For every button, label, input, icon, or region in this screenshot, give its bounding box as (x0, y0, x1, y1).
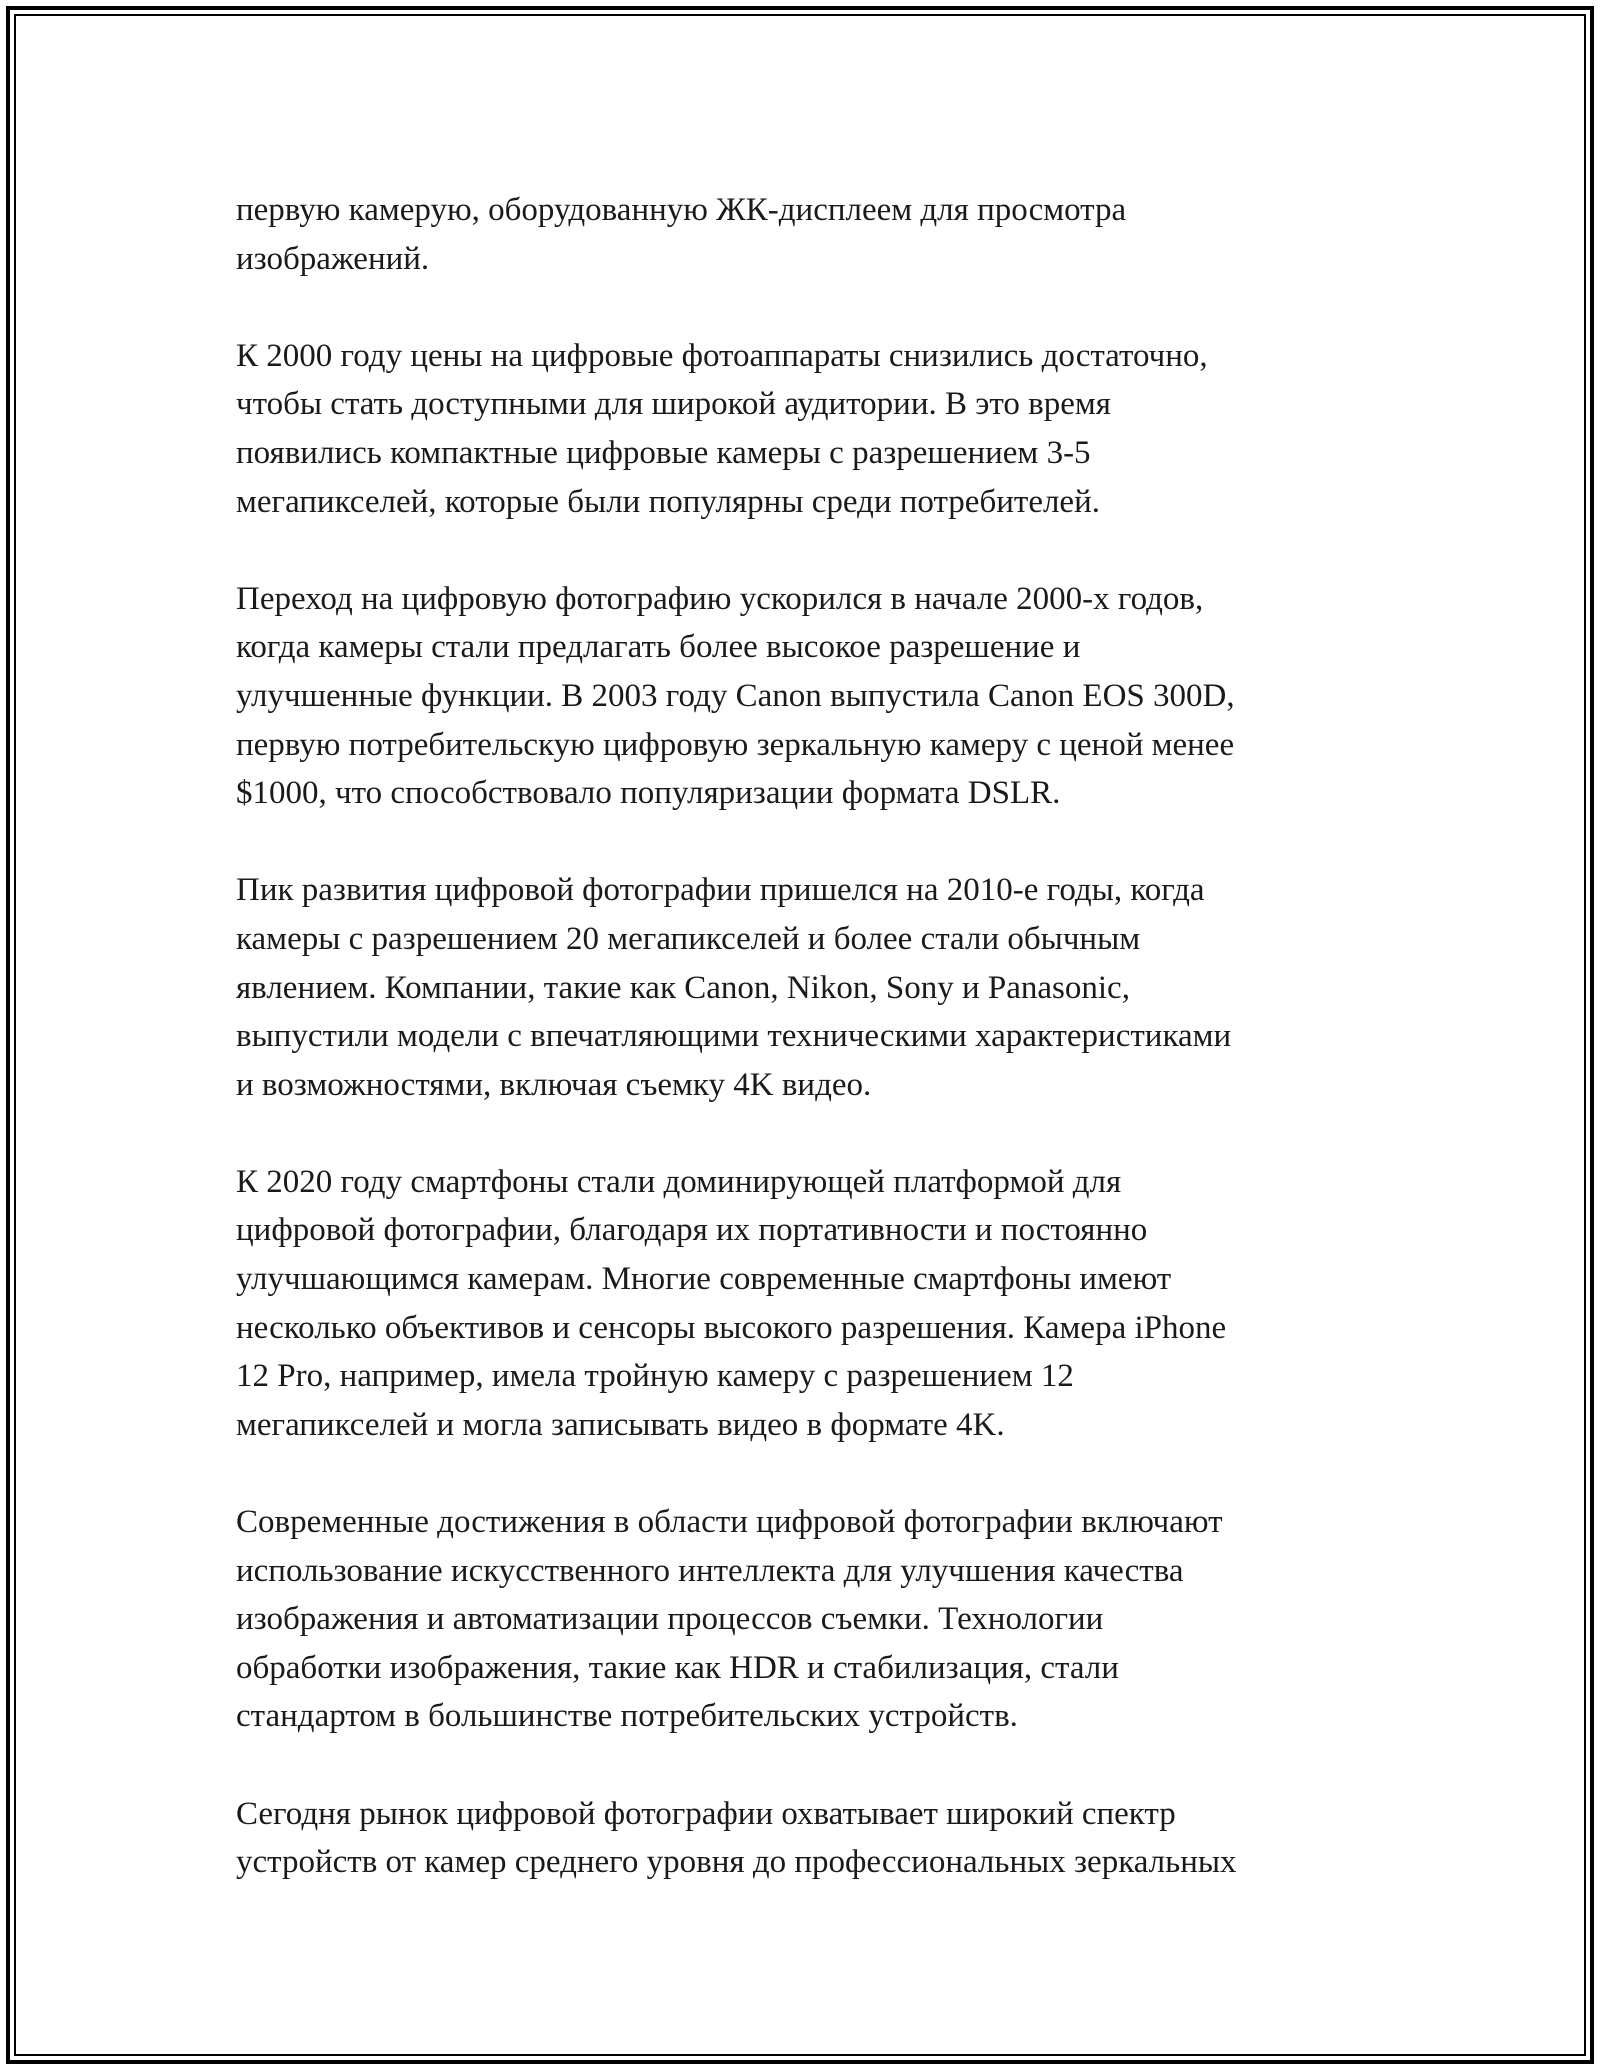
paragraph: К 2020 году смартфоны стали доминирующей платформой для цифровой фотографии, благодаря их портативности и постоянно улучшающимся камерам. Многие современные смартфоны имеют несколько объективов и сенсоры высокого разрешения. Камера iPhone 12 Pro, например, имела тройную камеру с разрешением 12 мегапикселей и могла записывать видео в формате 4K. (236, 1163, 1227, 1443)
paragraph: Переход на цифровую фотографию ускорился в начале 2000-х годов, когда камеры стали предлагать более высокое разрешение и улучшенные функции. В 2003 году Canon выпустила Canon EOS 300D, первую потребительскую цифровую зеркальную камеру с ценой менее $1000, что способствовало популяризации формата DSLR. (236, 580, 1235, 812)
paragraph: Сегодня рынок цифровой фотографии охватывает широкий спектр устройств от камер среднего уровня до профессиональных зеркальных (236, 1795, 1237, 1881)
paragraph: К 2000 году цены на цифровые фотоаппараты снизились достаточно, чтобы стать доступными для широкой аудитории. В это время появились компактные цифровые камеры с разрешением 3-5 мегапикселей, которые были популярны среди потребителей. (236, 337, 1208, 520)
paragraph: первую камерую, оборудованную ЖК-дисплеем для просмотра изображений. (236, 192, 1127, 277)
paragraph: Пик развития цифровой фотографии пришелся на 2010-е годы, когда камеры с разрешением 20 мегапикселей и более стали обычным явлением. Компании, такие как Canon, Nikon, Sony и Panasonic, выпустили модели с впечатляющими техническими характеристиками и возможностями, включая съемку 4K видео. (236, 872, 1232, 1103)
paragraph: Современные достижения в области цифровой фотографии включают использование искусственного интеллекта для улучшения качества изображения и автоматизации процессов съемки. Технологии обработки изображения, такие как HDR и стабилизация, стали стандартом в большинстве потребительских устройств. (236, 1504, 1223, 1735)
document-body (236, 186, 1366, 1887)
